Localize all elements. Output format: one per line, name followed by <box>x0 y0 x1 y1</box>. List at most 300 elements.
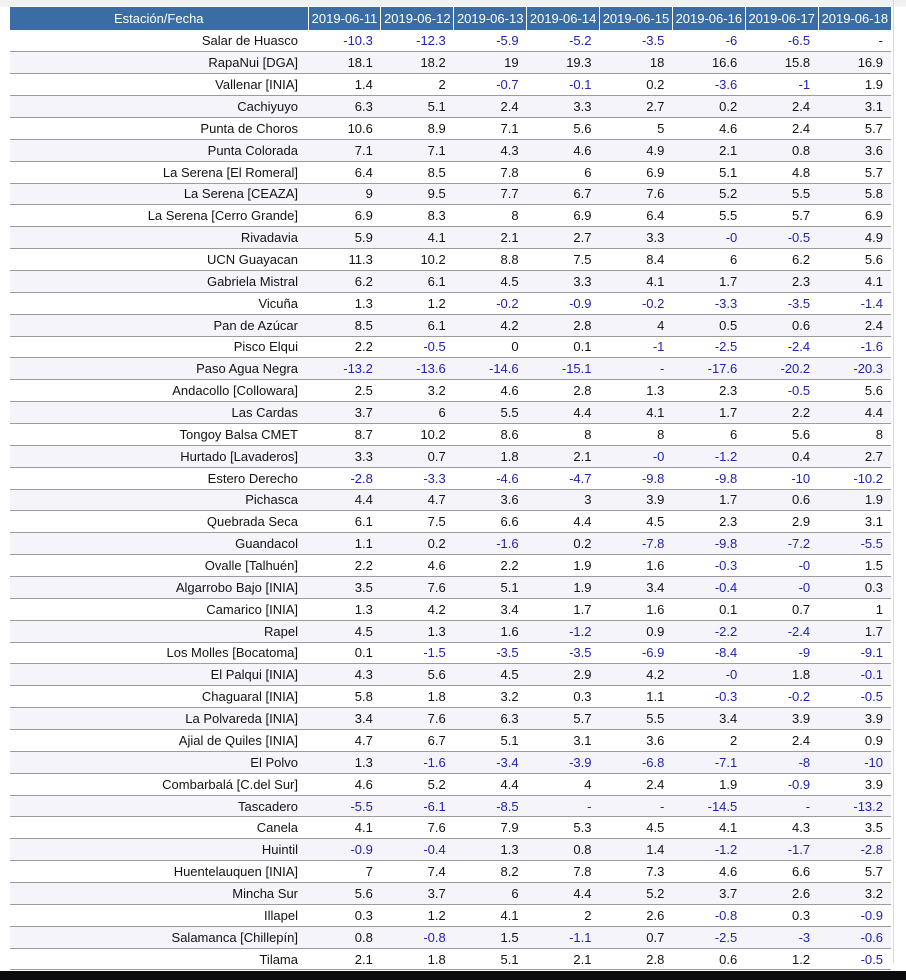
table-row <box>10 795 891 817</box>
value-cell: 4 <box>527 773 600 795</box>
value-cell: 1.6 <box>600 555 673 577</box>
value-cell: 5.5 <box>600 708 673 730</box>
station-name-cell: Tascadero <box>10 795 308 817</box>
value-cell: 3.4 <box>308 708 381 730</box>
value-cell: 4.1 <box>672 817 745 839</box>
value-cell: 8.5 <box>381 161 454 183</box>
value-cell: 2.4 <box>745 96 818 118</box>
value-cell: 5.1 <box>381 96 454 118</box>
value-cell: 4.5 <box>600 817 673 839</box>
right-edge-divider <box>893 0 894 963</box>
value-cell: 3.3 <box>527 270 600 292</box>
table-row <box>10 642 891 664</box>
value-cell: 0.7 <box>381 445 454 467</box>
value-cell: 7.9 <box>454 817 527 839</box>
value-cell: 3.1 <box>818 96 891 118</box>
table-row <box>10 380 891 402</box>
table-row <box>10 773 891 795</box>
value-cell: -20.3 <box>818 358 891 380</box>
value-cell: -5.5 <box>308 795 381 817</box>
table-row <box>10 358 891 380</box>
value-cell: -9.8 <box>672 533 745 555</box>
value-cell: -0.5 <box>818 686 891 708</box>
value-cell: 1.6 <box>600 598 673 620</box>
header-row <box>10 7 891 30</box>
value-cell: 7.8 <box>454 161 527 183</box>
value-cell: -4.6 <box>454 467 527 489</box>
value-cell: 1.4 <box>600 839 673 861</box>
station-name-cell: Combarbalá [C.del Sur] <box>10 773 308 795</box>
value-cell: 8.9 <box>381 117 454 139</box>
table-row <box>10 817 891 839</box>
value-cell: 4.6 <box>527 139 600 161</box>
value-cell: 1.7 <box>527 598 600 620</box>
value-cell: 1.3 <box>308 598 381 620</box>
value-cell: 2.4 <box>745 117 818 139</box>
value-cell: 2.4 <box>745 730 818 752</box>
value-cell: 4.1 <box>818 270 891 292</box>
column-header-date: 2019-06-16 <box>672 7 745 30</box>
station-name-cell: Huintil <box>10 839 308 861</box>
value-cell: 3.2 <box>381 380 454 402</box>
station-name-cell: Vicuña <box>10 292 308 314</box>
value-cell: 5.3 <box>527 817 600 839</box>
value-cell: 19 <box>454 52 527 74</box>
value-cell: -6.8 <box>600 751 673 773</box>
value-cell: 8.6 <box>454 423 527 445</box>
value-cell: 10.6 <box>308 117 381 139</box>
value-cell: -1.2 <box>672 839 745 861</box>
value-cell: 1.1 <box>600 686 673 708</box>
value-cell: 2.6 <box>600 904 673 926</box>
value-cell: 8.4 <box>600 249 673 271</box>
value-cell: 1.2 <box>381 292 454 314</box>
station-name-cell: Punta de Choros <box>10 117 308 139</box>
value-cell: 5.1 <box>454 576 527 598</box>
value-cell: 4.4 <box>308 489 381 511</box>
value-cell: 2.8 <box>600 948 673 970</box>
value-cell: 0.5 <box>672 314 745 336</box>
table-row <box>10 555 891 577</box>
table-row <box>10 948 891 970</box>
value-cell: -13.6 <box>381 358 454 380</box>
value-cell: -13.2 <box>308 358 381 380</box>
value-cell: 6.4 <box>600 205 673 227</box>
value-cell: -10.2 <box>818 467 891 489</box>
station-name-cell: Huentelauquen [INIA] <box>10 861 308 883</box>
value-cell: 4.6 <box>381 555 454 577</box>
value-cell: 1.9 <box>527 555 600 577</box>
table-row <box>10 314 891 336</box>
value-cell: 18.2 <box>381 52 454 74</box>
value-cell: -17.6 <box>672 358 745 380</box>
value-cell: -0.3 <box>672 686 745 708</box>
station-name-cell: Guandacol <box>10 533 308 555</box>
station-name-cell: Mincha Sur <box>10 883 308 905</box>
value-cell: 5.7 <box>818 861 891 883</box>
station-name-cell: La Polvareda [INIA] <box>10 708 308 730</box>
station-name-cell: Paso Agua Negra <box>10 358 308 380</box>
value-cell: 11.3 <box>308 249 381 271</box>
value-cell: 4.4 <box>527 511 600 533</box>
value-cell: 1.5 <box>818 555 891 577</box>
station-name-cell: Ajial de Quiles [INIA] <box>10 730 308 752</box>
value-cell: - <box>745 795 818 817</box>
table-row <box>10 861 891 883</box>
table-row <box>10 96 891 118</box>
value-cell: 0.9 <box>600 620 673 642</box>
value-cell: 7.6 <box>600 183 673 205</box>
value-cell: 6.7 <box>381 730 454 752</box>
value-cell: 2.2 <box>454 555 527 577</box>
value-cell: 5.7 <box>527 708 600 730</box>
table-row <box>10 839 891 861</box>
station-name-cell: Salamanca [Chillepín] <box>10 926 308 948</box>
value-cell: 0.1 <box>308 642 381 664</box>
station-name-cell: Chaguaral [INIA] <box>10 686 308 708</box>
table-row <box>10 249 891 271</box>
value-cell: -0.7 <box>454 74 527 96</box>
value-cell: 4.5 <box>454 270 527 292</box>
table-row <box>10 664 891 686</box>
table-header <box>10 7 891 30</box>
value-cell: 0.8 <box>745 139 818 161</box>
value-cell: 4.1 <box>600 270 673 292</box>
value-cell: 2.8 <box>527 314 600 336</box>
value-cell: -6 <box>672 30 745 52</box>
value-cell: 2.5 <box>308 380 381 402</box>
value-cell: -0.5 <box>745 227 818 249</box>
value-cell: - <box>818 30 891 52</box>
value-cell: 4.5 <box>454 664 527 686</box>
value-cell: -3.5 <box>527 642 600 664</box>
table-row <box>10 117 891 139</box>
table-row <box>10 926 891 948</box>
value-cell: 10.2 <box>381 423 454 445</box>
value-cell: -1.6 <box>454 533 527 555</box>
value-cell: 18 <box>600 52 673 74</box>
station-name-cell: Rapel <box>10 620 308 642</box>
value-cell: 0.3 <box>818 576 891 598</box>
value-cell: 1.7 <box>672 489 745 511</box>
value-cell: 6.7 <box>527 183 600 205</box>
value-cell: -8 <box>745 751 818 773</box>
value-cell: 0.1 <box>672 598 745 620</box>
value-cell: 5.6 <box>381 664 454 686</box>
value-cell: 4.3 <box>454 139 527 161</box>
value-cell: -3.5 <box>600 30 673 52</box>
table-row <box>10 445 891 467</box>
value-cell: 6.1 <box>381 314 454 336</box>
value-cell: -14.5 <box>672 795 745 817</box>
table-row <box>10 904 891 926</box>
value-cell: 10.2 <box>381 249 454 271</box>
value-cell: 1.9 <box>672 773 745 795</box>
table-row <box>10 511 891 533</box>
value-cell: 3.3 <box>308 445 381 467</box>
value-cell: 4.9 <box>600 139 673 161</box>
column-header-station: Estación/Fecha <box>10 7 308 30</box>
table-row <box>10 336 891 358</box>
value-cell: 0 <box>454 336 527 358</box>
value-cell: 3.7 <box>381 883 454 905</box>
value-cell: 2.7 <box>818 445 891 467</box>
value-cell: -12.3 <box>381 30 454 52</box>
value-cell: 2.4 <box>600 773 673 795</box>
value-cell: -5.9 <box>454 30 527 52</box>
table-row <box>10 30 891 52</box>
station-name-cell: Gabriela Mistral <box>10 270 308 292</box>
value-cell: 2.1 <box>308 948 381 970</box>
value-cell: 6.9 <box>308 205 381 227</box>
station-name-cell: Camarico [INIA] <box>10 598 308 620</box>
value-cell: 1.7 <box>818 620 891 642</box>
value-cell: 4.6 <box>672 861 745 883</box>
value-cell: 16.9 <box>818 52 891 74</box>
value-cell: 6.2 <box>745 249 818 271</box>
value-cell: 3.9 <box>818 773 891 795</box>
value-cell: 4.4 <box>818 402 891 424</box>
value-cell: 3.1 <box>818 511 891 533</box>
value-cell: -1.6 <box>381 751 454 773</box>
value-cell: 7.5 <box>527 249 600 271</box>
value-cell: 1.5 <box>454 926 527 948</box>
value-cell: 4.2 <box>381 598 454 620</box>
value-cell: -15.1 <box>527 358 600 380</box>
value-cell: 3.6 <box>818 139 891 161</box>
table-row <box>10 751 891 773</box>
value-cell: -2.2 <box>672 620 745 642</box>
value-cell: 6.6 <box>454 511 527 533</box>
value-cell: 3.3 <box>600 227 673 249</box>
value-cell: -0.9 <box>745 773 818 795</box>
table-row <box>10 489 891 511</box>
value-cell: 1.9 <box>818 489 891 511</box>
value-cell: 3.5 <box>818 817 891 839</box>
value-cell: 1.8 <box>745 664 818 686</box>
value-cell: -0 <box>745 576 818 598</box>
table-row <box>10 576 891 598</box>
value-cell: 7.1 <box>381 139 454 161</box>
station-name-cell: La Serena [CEAZA] <box>10 183 308 205</box>
value-cell: 6.9 <box>527 205 600 227</box>
value-cell: -0 <box>672 227 745 249</box>
value-cell: -0.5 <box>381 336 454 358</box>
value-cell: 3.9 <box>818 708 891 730</box>
value-cell: 2 <box>527 904 600 926</box>
station-name-cell: El Polvo <box>10 751 308 773</box>
value-cell: 6 <box>527 161 600 183</box>
value-cell: -2.5 <box>672 926 745 948</box>
value-cell: -0.4 <box>672 576 745 598</box>
value-cell: -3.4 <box>454 751 527 773</box>
value-cell: 3.2 <box>818 883 891 905</box>
value-cell: 4.4 <box>527 883 600 905</box>
value-cell: -1.6 <box>818 336 891 358</box>
value-cell: 1.2 <box>745 948 818 970</box>
table-row <box>10 598 891 620</box>
value-cell: -8.5 <box>454 795 527 817</box>
value-cell: -0.5 <box>818 948 891 970</box>
value-cell: 5.6 <box>818 249 891 271</box>
value-cell: -10.3 <box>308 30 381 52</box>
value-cell: 4.2 <box>454 314 527 336</box>
column-header-date: 2019-06-15 <box>600 7 673 30</box>
value-cell: 0.6 <box>745 489 818 511</box>
value-cell: 0.6 <box>745 314 818 336</box>
value-cell: 6.6 <box>745 861 818 883</box>
station-name-cell: Illapel <box>10 904 308 926</box>
value-cell: 4.1 <box>308 817 381 839</box>
value-cell: 16.6 <box>672 52 745 74</box>
table-row <box>10 686 891 708</box>
value-cell: 5.2 <box>381 773 454 795</box>
table-row <box>10 205 891 227</box>
table-row <box>10 139 891 161</box>
station-name-cell: Pan de Azúcar <box>10 314 308 336</box>
value-cell: -2.5 <box>672 336 745 358</box>
value-cell: 5.8 <box>818 183 891 205</box>
value-cell: 8.2 <box>454 861 527 883</box>
value-cell: 4.3 <box>308 664 381 686</box>
table-row <box>10 883 891 905</box>
value-cell: 0.9 <box>818 730 891 752</box>
station-name-cell: Salar de Huasco <box>10 30 308 52</box>
value-cell: 2.2 <box>745 402 818 424</box>
value-cell: 0.7 <box>600 926 673 948</box>
value-cell: 4.5 <box>600 511 673 533</box>
value-cell: -0 <box>672 664 745 686</box>
value-cell: -5.5 <box>818 533 891 555</box>
value-cell: -1.2 <box>672 445 745 467</box>
value-cell: 1.8 <box>381 948 454 970</box>
value-cell: 3.5 <box>308 576 381 598</box>
value-cell: 9 <box>308 183 381 205</box>
column-header-date: 2019-06-17 <box>745 7 818 30</box>
table-row <box>10 730 891 752</box>
value-cell: -3.6 <box>672 74 745 96</box>
station-name-cell: Cachiyuyo <box>10 96 308 118</box>
value-cell: 6.1 <box>381 270 454 292</box>
value-cell: 2.1 <box>527 445 600 467</box>
value-cell: 18.1 <box>308 52 381 74</box>
value-cell: 2.3 <box>672 511 745 533</box>
value-cell: 5.2 <box>672 183 745 205</box>
top-margin-strip <box>0 0 906 7</box>
value-cell: 5.8 <box>308 686 381 708</box>
table-row <box>10 52 891 74</box>
value-cell: -6.9 <box>600 642 673 664</box>
value-cell: 2.9 <box>745 511 818 533</box>
value-cell: 8 <box>454 205 527 227</box>
value-cell: 5.7 <box>745 205 818 227</box>
table-row <box>10 402 891 424</box>
value-cell: 7 <box>308 861 381 883</box>
value-cell: 0.2 <box>381 533 454 555</box>
value-cell: -4.7 <box>527 467 600 489</box>
value-cell: 4.2 <box>600 664 673 686</box>
value-cell: 7.4 <box>381 861 454 883</box>
value-cell: 0.3 <box>308 904 381 926</box>
value-cell: 6.1 <box>308 511 381 533</box>
station-name-cell: Tilama <box>10 948 308 970</box>
value-cell: 4.9 <box>818 227 891 249</box>
value-cell: 7.6 <box>381 817 454 839</box>
value-cell: -0.1 <box>527 74 600 96</box>
table-row <box>10 227 891 249</box>
value-cell: -0.8 <box>381 926 454 948</box>
value-cell: 4.1 <box>600 402 673 424</box>
value-cell: 8.8 <box>454 249 527 271</box>
value-cell: 2.1 <box>672 139 745 161</box>
value-cell: 2.7 <box>527 227 600 249</box>
value-cell: 4.6 <box>454 380 527 402</box>
value-cell: -6.5 <box>745 30 818 52</box>
value-cell: 5 <box>600 117 673 139</box>
value-cell: -3.5 <box>745 292 818 314</box>
value-cell: 4.6 <box>672 117 745 139</box>
value-cell: -3.5 <box>454 642 527 664</box>
value-cell: -2.8 <box>818 839 891 861</box>
value-cell: 6.3 <box>308 96 381 118</box>
value-cell: -9.8 <box>672 467 745 489</box>
value-cell: 3 <box>527 489 600 511</box>
value-cell: 5.2 <box>600 883 673 905</box>
value-cell: 5.1 <box>454 730 527 752</box>
value-cell: 7.6 <box>381 708 454 730</box>
column-header-date: 2019-06-12 <box>381 7 454 30</box>
value-cell: 4.3 <box>745 817 818 839</box>
station-name-cell: Algarrobo Bajo [INIA] <box>10 576 308 598</box>
value-cell: 0.8 <box>308 926 381 948</box>
station-name-cell: La Serena [Cerro Grande] <box>10 205 308 227</box>
value-cell: 1 <box>818 598 891 620</box>
value-cell: 3.9 <box>600 489 673 511</box>
value-cell: 3.7 <box>308 402 381 424</box>
value-cell: 1.6 <box>454 620 527 642</box>
value-cell: 2.3 <box>745 270 818 292</box>
value-cell: 4.1 <box>381 227 454 249</box>
value-cell: 7.5 <box>381 511 454 533</box>
value-cell: 3.9 <box>745 708 818 730</box>
value-cell: 5.5 <box>454 402 527 424</box>
value-cell: -3.9 <box>527 751 600 773</box>
value-cell: 5.1 <box>454 948 527 970</box>
value-cell: 1.7 <box>672 402 745 424</box>
value-cell: -3.3 <box>381 467 454 489</box>
value-cell: 3.2 <box>454 686 527 708</box>
station-name-cell: Ovalle [Talhuén] <box>10 555 308 577</box>
value-cell: 0.3 <box>745 904 818 926</box>
value-cell: 7.6 <box>381 576 454 598</box>
value-cell: -8.4 <box>672 642 745 664</box>
table-row <box>10 423 891 445</box>
value-cell: -6.1 <box>381 795 454 817</box>
value-cell: 2.2 <box>308 336 381 358</box>
value-cell: 5.6 <box>308 883 381 905</box>
value-cell: 6.2 <box>308 270 381 292</box>
value-cell: 8.5 <box>308 314 381 336</box>
table-row <box>10 292 891 314</box>
value-cell: 5.5 <box>672 205 745 227</box>
station-name-cell: Los Molles [Bocatoma] <box>10 642 308 664</box>
value-cell: 3.6 <box>600 730 673 752</box>
value-cell: 1.1 <box>308 533 381 555</box>
station-name-cell: Pisco Elqui <box>10 336 308 358</box>
value-cell: -2.8 <box>308 467 381 489</box>
value-cell: -0.9 <box>527 292 600 314</box>
value-cell: 1.8 <box>454 445 527 467</box>
